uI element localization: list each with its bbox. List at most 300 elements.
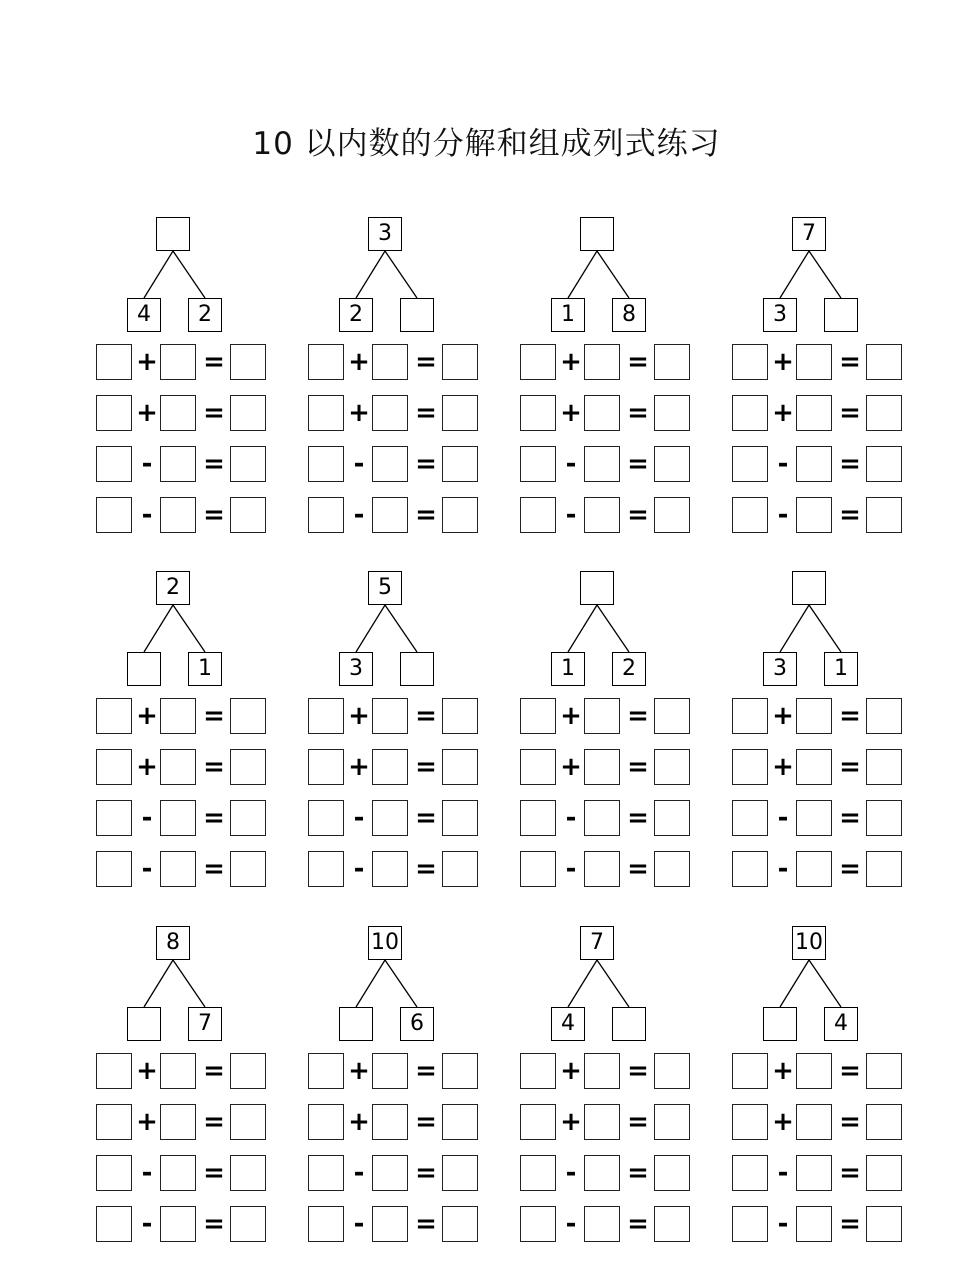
operator-sign: +	[348, 347, 370, 377]
operand-1-box[interactable]	[520, 395, 556, 431]
operator-sign: -	[565, 854, 577, 884]
operand-2-box[interactable]	[796, 1104, 832, 1140]
operand-1-box[interactable]	[96, 800, 132, 836]
operand-2-box[interactable]	[584, 446, 620, 482]
operand-1-box[interactable]	[96, 851, 132, 887]
operand-2-box[interactable]	[160, 851, 196, 887]
operand-1-box[interactable]	[520, 851, 556, 887]
result-box[interactable]	[230, 1206, 266, 1242]
operator-sign: +	[348, 398, 370, 428]
equals-sign: =	[203, 1107, 225, 1137]
operator-sign: +	[772, 398, 794, 428]
result-box[interactable]	[442, 1053, 478, 1089]
part-right-box[interactable]: 6	[400, 1007, 434, 1041]
result-box[interactable]	[230, 800, 266, 836]
equation-row	[308, 1104, 488, 1140]
part-left-box[interactable]: 4	[551, 1007, 585, 1041]
equals-sign: =	[203, 449, 225, 479]
equation-row	[520, 1206, 700, 1242]
equation-row	[520, 344, 700, 380]
operand-1-box[interactable]	[308, 800, 344, 836]
equals-sign: =	[415, 701, 437, 731]
operand-1-box[interactable]	[520, 1104, 556, 1140]
operand-2-box[interactable]	[584, 395, 620, 431]
result-box[interactable]	[866, 395, 902, 431]
decomposition-problem	[308, 926, 488, 1256]
whole-number-box[interactable]: 10	[792, 926, 826, 960]
part-right-box[interactable]: 1	[188, 652, 222, 686]
equation-row	[732, 446, 912, 482]
equation-row	[520, 851, 700, 887]
operand-2-box[interactable]	[796, 344, 832, 380]
operand-1-box[interactable]	[520, 1155, 556, 1191]
result-box[interactable]	[866, 1155, 902, 1191]
operand-2-box[interactable]	[584, 800, 620, 836]
equals-sign: =	[839, 398, 861, 428]
equals-sign: =	[839, 1107, 861, 1137]
result-box[interactable]	[442, 1155, 478, 1191]
equals-sign: =	[203, 752, 225, 782]
operand-2-box[interactable]	[796, 749, 832, 785]
part-left-box[interactable]	[127, 652, 161, 686]
part-left-box[interactable]: 2	[339, 298, 373, 332]
operand-1-box[interactable]	[308, 1104, 344, 1140]
equals-sign: =	[627, 701, 649, 731]
operand-2-box[interactable]	[796, 446, 832, 482]
equals-sign: =	[839, 500, 861, 530]
whole-number-box[interactable]	[580, 571, 614, 605]
operand-2-box[interactable]	[160, 1053, 196, 1089]
equation-row	[96, 800, 276, 836]
operand-2-box[interactable]	[584, 497, 620, 533]
equation-row	[732, 1053, 912, 1089]
operator-sign: +	[560, 701, 582, 731]
result-box[interactable]	[230, 698, 266, 734]
operator-sign: -	[141, 1158, 153, 1188]
operand-1-box[interactable]	[732, 497, 768, 533]
result-box[interactable]	[654, 1104, 690, 1140]
operand-2-box[interactable]	[372, 446, 408, 482]
equation-row	[96, 1104, 276, 1140]
part-right-box[interactable]: 4	[824, 1007, 858, 1041]
equation-row	[308, 749, 488, 785]
whole-number-box[interactable]: 3	[368, 217, 402, 251]
operand-1-box[interactable]	[732, 344, 768, 380]
operand-2-box[interactable]	[796, 497, 832, 533]
equation-row	[96, 1053, 276, 1089]
result-box[interactable]	[866, 800, 902, 836]
whole-number-box[interactable]: 2	[156, 571, 190, 605]
equals-sign: =	[839, 854, 861, 884]
operand-2-box[interactable]	[584, 749, 620, 785]
part-left-box[interactable]: 3	[763, 652, 797, 686]
result-box[interactable]	[654, 1155, 690, 1191]
equals-sign: =	[203, 854, 225, 884]
operand-1-box[interactable]	[308, 395, 344, 431]
equals-sign: =	[203, 1158, 225, 1188]
operand-1-box[interactable]	[732, 1053, 768, 1089]
operand-2-box[interactable]	[584, 1155, 620, 1191]
operand-1-box[interactable]	[520, 446, 556, 482]
equals-sign: =	[415, 347, 437, 377]
result-box[interactable]	[866, 446, 902, 482]
operand-1-box[interactable]	[96, 749, 132, 785]
result-box[interactable]	[654, 395, 690, 431]
operator-sign: +	[136, 701, 158, 731]
operator-sign: +	[772, 1056, 794, 1086]
operand-2-box[interactable]	[160, 497, 196, 533]
part-right-box[interactable]: 2	[188, 298, 222, 332]
part-right-box[interactable]: 7	[188, 1007, 222, 1041]
equation-row	[96, 446, 276, 482]
equation-row	[732, 395, 912, 431]
equals-sign: =	[627, 1158, 649, 1188]
result-box[interactable]	[654, 446, 690, 482]
operand-2-box[interactable]	[160, 1104, 196, 1140]
operator-sign: -	[565, 1209, 577, 1239]
equation-row	[308, 800, 488, 836]
decomposition-problem	[520, 926, 700, 1256]
operand-2-box[interactable]	[372, 698, 408, 734]
whole-number-box[interactable]	[792, 571, 826, 605]
equation-row	[732, 497, 912, 533]
part-right-box[interactable]	[400, 298, 434, 332]
equation-row	[732, 1104, 912, 1140]
equals-sign: =	[839, 449, 861, 479]
operator-sign: +	[136, 752, 158, 782]
operator-sign: -	[565, 803, 577, 833]
equals-sign: =	[627, 752, 649, 782]
result-box[interactable]	[442, 395, 478, 431]
result-box[interactable]	[654, 1206, 690, 1242]
part-right-box[interactable]	[400, 652, 434, 686]
operator-sign: +	[348, 701, 370, 731]
equals-sign: =	[415, 1056, 437, 1086]
operator-sign: +	[136, 347, 158, 377]
operand-1-box[interactable]	[308, 698, 344, 734]
operator-sign: +	[348, 1107, 370, 1137]
operand-2-box[interactable]	[796, 1053, 832, 1089]
decomposition-problem	[308, 217, 488, 547]
operand-2-box[interactable]	[372, 344, 408, 380]
equation-row	[732, 1206, 912, 1242]
decomposition-problem	[732, 217, 912, 547]
result-box[interactable]	[230, 851, 266, 887]
operator-sign: +	[136, 1107, 158, 1137]
result-box[interactable]	[230, 749, 266, 785]
operator-sign: -	[777, 1209, 789, 1239]
equals-sign: =	[627, 1209, 649, 1239]
worksheet-title: 10 以内数的分解和组成列式练习	[252, 126, 721, 162]
result-box[interactable]	[230, 497, 266, 533]
equation-row	[96, 851, 276, 887]
result-box[interactable]	[230, 1104, 266, 1140]
equals-sign: =	[839, 752, 861, 782]
equals-sign: =	[415, 500, 437, 530]
operand-2-box[interactable]	[372, 749, 408, 785]
operand-1-box[interactable]	[732, 395, 768, 431]
operator-sign: +	[560, 752, 582, 782]
operand-1-box[interactable]	[732, 851, 768, 887]
operand-1-box[interactable]	[308, 344, 344, 380]
operand-1-box[interactable]	[308, 497, 344, 533]
operand-2-box[interactable]	[160, 446, 196, 482]
equation-row	[96, 1206, 276, 1242]
operator-sign: -	[777, 500, 789, 530]
part-right-box[interactable]: 2	[612, 652, 646, 686]
result-box[interactable]	[230, 1053, 266, 1089]
equation-row	[96, 1155, 276, 1191]
operand-1-box[interactable]	[520, 1206, 556, 1242]
decomposition-problem	[732, 571, 912, 901]
operand-2-box[interactable]	[584, 698, 620, 734]
result-box[interactable]	[230, 446, 266, 482]
operand-1-box[interactable]	[732, 1155, 768, 1191]
operator-sign: -	[141, 449, 153, 479]
operator-sign: +	[348, 1056, 370, 1086]
result-box[interactable]	[866, 344, 902, 380]
equation-row	[732, 749, 912, 785]
result-box[interactable]	[654, 851, 690, 887]
operator-sign: -	[565, 500, 577, 530]
result-box[interactable]	[866, 851, 902, 887]
part-left-box[interactable]: 3	[763, 298, 797, 332]
result-box[interactable]	[442, 698, 478, 734]
operand-2-box[interactable]	[584, 1104, 620, 1140]
operand-1-box[interactable]	[96, 497, 132, 533]
equals-sign: =	[415, 803, 437, 833]
equals-sign: =	[415, 752, 437, 782]
operand-2-box[interactable]	[372, 1104, 408, 1140]
operand-1-box[interactable]	[96, 1155, 132, 1191]
equals-sign: =	[839, 1056, 861, 1086]
part-right-box[interactable]: 8	[612, 298, 646, 332]
part-left-box[interactable]: 1	[551, 652, 585, 686]
operand-1-box[interactable]	[308, 446, 344, 482]
result-box[interactable]	[442, 800, 478, 836]
equation-row	[308, 1053, 488, 1089]
part-left-box[interactable]	[127, 1007, 161, 1041]
result-box[interactable]	[654, 800, 690, 836]
part-left-box[interactable]: 3	[339, 652, 373, 686]
equals-sign: =	[839, 347, 861, 377]
equation-row	[308, 851, 488, 887]
operator-sign: +	[136, 1056, 158, 1086]
equals-sign: =	[203, 803, 225, 833]
equals-sign: =	[415, 398, 437, 428]
operand-1-box[interactable]	[520, 497, 556, 533]
equation-row	[520, 446, 700, 482]
operand-2-box[interactable]	[796, 851, 832, 887]
part-left-box[interactable]	[763, 1007, 797, 1041]
decomposition-problem	[96, 571, 276, 901]
operand-2-box[interactable]	[160, 800, 196, 836]
equation-row	[308, 698, 488, 734]
operand-2-box[interactable]	[160, 698, 196, 734]
part-right-box[interactable]: 1	[824, 652, 858, 686]
operand-1-box[interactable]	[732, 749, 768, 785]
result-box[interactable]	[442, 344, 478, 380]
equation-row	[96, 395, 276, 431]
operand-1-box[interactable]	[520, 344, 556, 380]
result-box[interactable]	[230, 395, 266, 431]
result-box[interactable]	[442, 1206, 478, 1242]
operand-2-box[interactable]	[796, 698, 832, 734]
whole-number-box[interactable]: 5	[368, 571, 402, 605]
equation-row	[96, 749, 276, 785]
equation-row	[520, 1053, 700, 1089]
operand-1-box[interactable]	[96, 395, 132, 431]
result-box[interactable]	[442, 1104, 478, 1140]
result-box[interactable]	[230, 344, 266, 380]
result-box[interactable]	[230, 1155, 266, 1191]
equals-sign: =	[203, 1209, 225, 1239]
operand-1-box[interactable]	[732, 1206, 768, 1242]
operand-2-box[interactable]	[584, 1053, 620, 1089]
equation-row	[732, 1155, 912, 1191]
result-box[interactable]	[866, 497, 902, 533]
whole-number-box[interactable]	[156, 217, 190, 251]
result-box[interactable]	[654, 749, 690, 785]
operand-2-box[interactable]	[796, 395, 832, 431]
operand-2-box[interactable]	[372, 497, 408, 533]
operand-2-box[interactable]	[160, 395, 196, 431]
equals-sign: =	[627, 1056, 649, 1086]
whole-number-box[interactable]: 8	[156, 926, 190, 960]
equals-sign: =	[415, 1209, 437, 1239]
equation-row	[520, 749, 700, 785]
equals-sign: =	[627, 854, 649, 884]
equation-row	[520, 395, 700, 431]
operand-1-box[interactable]	[96, 1104, 132, 1140]
equals-sign: =	[415, 1158, 437, 1188]
equation-row	[520, 1155, 700, 1191]
operand-1-box[interactable]	[308, 1053, 344, 1089]
operand-1-box[interactable]	[96, 344, 132, 380]
operand-2-box[interactable]	[584, 851, 620, 887]
equals-sign: =	[839, 701, 861, 731]
operand-1-box[interactable]	[96, 1206, 132, 1242]
equation-row	[308, 1155, 488, 1191]
operand-2-box[interactable]	[372, 851, 408, 887]
result-box[interactable]	[654, 698, 690, 734]
operator-sign: -	[141, 854, 153, 884]
operator-sign: +	[136, 398, 158, 428]
operand-1-box[interactable]	[732, 446, 768, 482]
operand-2-box[interactable]	[796, 800, 832, 836]
result-box[interactable]	[866, 1206, 902, 1242]
result-box[interactable]	[654, 1053, 690, 1089]
operand-1-box[interactable]	[520, 800, 556, 836]
operand-2-box[interactable]	[372, 800, 408, 836]
operand-2-box[interactable]	[584, 344, 620, 380]
result-box[interactable]	[866, 1104, 902, 1140]
result-box[interactable]	[442, 497, 478, 533]
operand-2-box[interactable]	[372, 1155, 408, 1191]
operand-2-box[interactable]	[160, 749, 196, 785]
equals-sign: =	[627, 347, 649, 377]
result-box[interactable]	[654, 344, 690, 380]
part-right-box[interactable]	[824, 298, 858, 332]
equals-sign: =	[627, 449, 649, 479]
whole-number-box[interactable]: 10	[368, 926, 402, 960]
operand-1-box[interactable]	[308, 851, 344, 887]
operator-sign: -	[565, 1158, 577, 1188]
operand-1-box[interactable]	[520, 1053, 556, 1089]
operand-1-box[interactable]	[96, 1053, 132, 1089]
operator-sign: -	[353, 803, 365, 833]
equation-row	[96, 698, 276, 734]
equation-row	[520, 698, 700, 734]
result-box[interactable]	[866, 1053, 902, 1089]
operand-2-box[interactable]	[796, 1206, 832, 1242]
operand-2-box[interactable]	[584, 1206, 620, 1242]
equals-sign: =	[627, 1107, 649, 1137]
operand-1-box[interactable]	[308, 1206, 344, 1242]
part-left-box[interactable]: 1	[551, 298, 585, 332]
result-box[interactable]	[654, 497, 690, 533]
operand-1-box[interactable]	[96, 698, 132, 734]
part-left-box[interactable]	[339, 1007, 373, 1041]
equals-sign: =	[839, 1209, 861, 1239]
operator-sign: +	[560, 347, 582, 377]
operand-1-box[interactable]	[732, 698, 768, 734]
result-box[interactable]	[442, 749, 478, 785]
operand-1-box[interactable]	[520, 698, 556, 734]
operand-2-box[interactable]	[372, 395, 408, 431]
operator-sign: +	[560, 1107, 582, 1137]
whole-number-box[interactable]	[580, 217, 614, 251]
equation-row	[732, 344, 912, 380]
equation-row	[732, 800, 912, 836]
operand-1-box[interactable]	[96, 446, 132, 482]
operator-sign: -	[777, 449, 789, 479]
part-right-box[interactable]	[612, 1007, 646, 1041]
operand-2-box[interactable]	[372, 1206, 408, 1242]
operator-sign: -	[141, 1209, 153, 1239]
operator-sign: -	[353, 449, 365, 479]
equation-row	[96, 344, 276, 380]
operand-2-box[interactable]	[796, 1155, 832, 1191]
operand-2-box[interactable]	[372, 1053, 408, 1089]
operand-1-box[interactable]	[520, 749, 556, 785]
equals-sign: =	[415, 1107, 437, 1137]
operator-sign: +	[772, 752, 794, 782]
operator-sign: -	[777, 1158, 789, 1188]
operand-1-box[interactable]	[732, 800, 768, 836]
operand-1-box[interactable]	[308, 1155, 344, 1191]
result-box[interactable]	[442, 446, 478, 482]
whole-number-box[interactable]: 7	[792, 217, 826, 251]
operand-2-box[interactable]	[160, 1155, 196, 1191]
result-box[interactable]	[866, 698, 902, 734]
equation-row	[732, 698, 912, 734]
result-box[interactable]	[442, 851, 478, 887]
result-box[interactable]	[866, 749, 902, 785]
equals-sign: =	[415, 449, 437, 479]
operator-sign: -	[353, 854, 365, 884]
decomposition-problem	[308, 571, 488, 901]
part-left-box[interactable]: 4	[127, 298, 161, 332]
operand-2-box[interactable]	[160, 344, 196, 380]
whole-number-box[interactable]: 7	[580, 926, 614, 960]
operator-sign: -	[353, 1158, 365, 1188]
equation-row	[308, 395, 488, 431]
operand-1-box[interactable]	[308, 749, 344, 785]
operator-sign: -	[141, 500, 153, 530]
operand-1-box[interactable]	[732, 1104, 768, 1140]
operand-2-box[interactable]	[160, 1206, 196, 1242]
